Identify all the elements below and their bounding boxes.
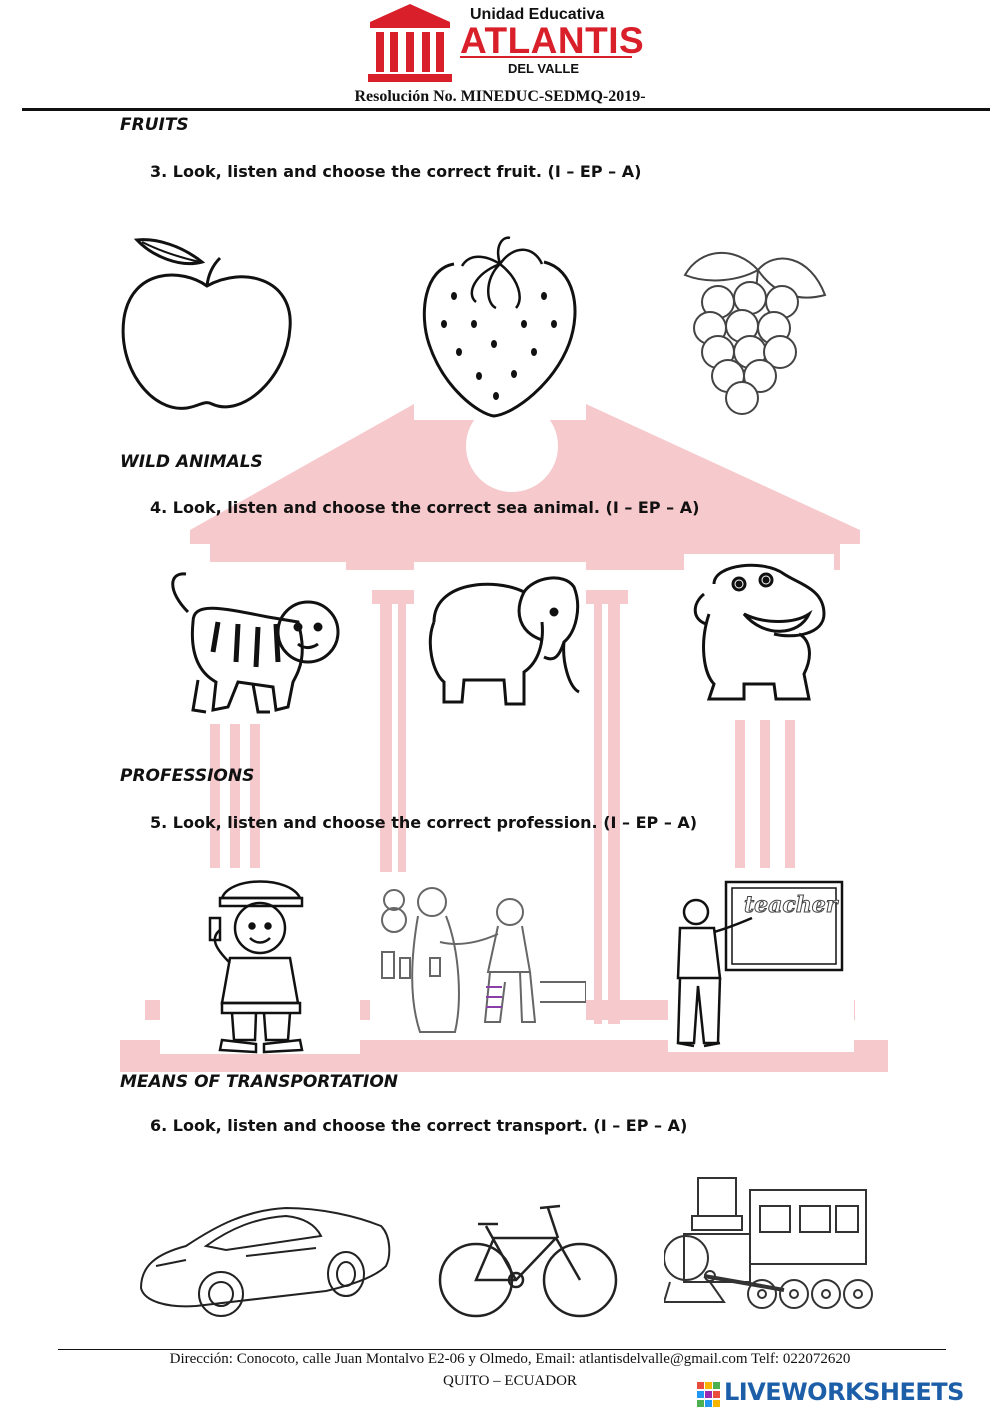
tiger-image[interactable] xyxy=(158,562,346,724)
resolution-number: Resolución No. MINEDUC-SEDMQ-2019- xyxy=(354,88,646,105)
elephant-image[interactable] xyxy=(414,562,586,718)
teacher-board-text: teacher xyxy=(744,892,838,918)
doctor-image[interactable] xyxy=(370,872,586,1034)
instruction-fruits: 3. Look, listen and choose the correct fruit. (I – EP – A) xyxy=(150,162,642,181)
section-title-transportation: MEANS OF TRANSPORTATION xyxy=(120,1072,399,1092)
hippo-image[interactable] xyxy=(684,554,834,704)
apple-image[interactable] xyxy=(112,228,302,418)
section-title-professions: PROFESSIONS xyxy=(120,766,255,786)
footer-divider xyxy=(58,1349,946,1350)
instruction-professions: 5. Look, listen and choose the correct profession. (I – EP – A) xyxy=(150,813,698,832)
school-line3: DEL VALLE xyxy=(508,61,580,76)
footer-city: QUITO – ECUADOR xyxy=(443,1373,577,1389)
police-officer-image[interactable] xyxy=(160,868,360,1054)
instruction-transportation: 6. Look, listen and choose the correct transport. (I – EP – A) xyxy=(150,1116,688,1135)
liveworksheets-brand[interactable]: LIVEWORKSHEETS xyxy=(724,1378,964,1406)
teacher-image[interactable] xyxy=(668,868,854,1052)
instruction-wild-animals: 4. Look, listen and choose the correct sea animal. (I – EP – A) xyxy=(150,498,700,517)
strawberry-image[interactable] xyxy=(414,224,586,420)
train-image[interactable] xyxy=(664,1172,880,1326)
school-name: ATLANTIS xyxy=(460,20,645,61)
section-title-wild-animals: WILD ANIMALS xyxy=(120,452,263,472)
header-divider xyxy=(22,108,990,111)
footer-address: Dirección: Conocoto, calle Juan Montalvo E2-06 y Olmedo, Email: atlantisdelvalle@gmail.com Telf: 022072620 xyxy=(169,1351,851,1367)
section-title-fruits: FRUITS xyxy=(120,115,189,135)
liveworksheets-logo-icon xyxy=(697,1382,721,1408)
bicycle-image[interactable] xyxy=(436,1196,620,1320)
grapes-image[interactable] xyxy=(680,240,830,416)
car-image[interactable] xyxy=(136,1196,394,1324)
school-line1: Unidad Educativa xyxy=(470,6,605,23)
